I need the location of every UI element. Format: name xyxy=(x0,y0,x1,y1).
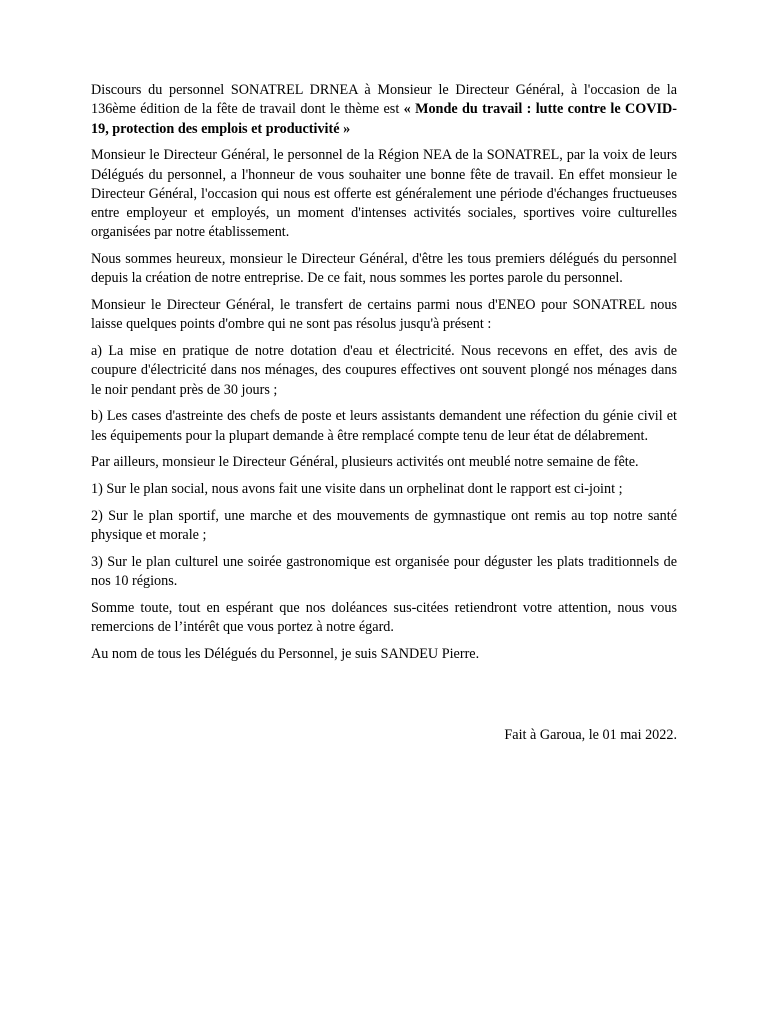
paragraph-activity-2: 2) Sur le plan sportif, une marche et des mouvements de gymnastique ont remis au top notre santé physique et morale ; xyxy=(91,507,677,544)
paragraph-activity-1: 1) Sur le plan social, nous avons fait une visite dans un orphelinat dont le rapport est ci-joint ; xyxy=(91,481,623,498)
document-page xyxy=(91,81,677,753)
intro-theme: « Monde du travail : lutte contre le COVID-19, protection des emplois et productivité » xyxy=(91,101,677,137)
paragraph-signatory: Au nom de tous les Délégués du Personnel, je suis SANDEU Pierre. xyxy=(91,645,480,662)
paragraph-greeting: Monsieur le Directeur Général, le personnel de la Région NEA de la SONATREL, par la voix de leurs Délégués du personnel, a l'honneur de vous souhaiter une bonne fête de travail. En effet monsieur le Directeur Général, l'occasion qui nous est offerte est généralement une période d'échanges fructueuses entre employeur et employés, un moment d'intenses activités sociales, sportives voire culturelles organisées par notre établissement. xyxy=(91,147,677,241)
paragraph-activity-3: 3) Sur le plan culturel une soirée gastronomique est organisée pour déguster les plats traditionnels de nos 10 régions. xyxy=(91,553,677,590)
paragraph-first-delegates: Nous sommes heureux, monsieur le Directeur Général, d'être les tous premiers délégués du personnel depuis la création de notre entreprise. De ce fait, nous sommes les portes parole du personnel. xyxy=(91,251,677,287)
intro-paragraph xyxy=(91,81,677,139)
paragraph-issue-b: b) Les cases d'astreinte des chefs de poste et leurs assistants demandent une réfection du génie civil et les équipements pour la plupart demande à être remplacé compte tenu de leur état de délabrement. xyxy=(91,408,677,444)
paragraph-issue-a: a) La mise en pratique de notre dotation d'eau et électricité. Nous recevons en effet, des avis de coupure d'électricité dans nos ménages, des coupures effectives ont souvent plongé nos ménages dans le noir pendant près de 30 jours ; xyxy=(91,343,677,398)
paragraph-closing: Somme toute, tout en espérant que nos doléances sus-citées retiendront votre attention, nous vous remercions de l’intérêt que vous portez à notre égard. xyxy=(91,599,677,636)
paragraph-activities: Par ailleurs, monsieur le Directeur Général, plusieurs activités ont meublé notre semaine de fête. xyxy=(91,454,639,471)
intro-text: Discours du personnel SONATREL DRNEA à Monsieur le Directeur Général, à l'occasion de la 136ème édition de la fête de travail dont le thème est xyxy=(91,82,677,118)
signature-place-date: Fait à Garoua, le 01 mai 2022. xyxy=(504,727,677,744)
paragraph-transfer-issues: Monsieur le Directeur Général, le transfert de certains parmi nous d'ENEO pour SONATREL nous laisse quelques points d'ombre qui ne sont pas résolus jusqu'à présent : xyxy=(91,297,677,333)
